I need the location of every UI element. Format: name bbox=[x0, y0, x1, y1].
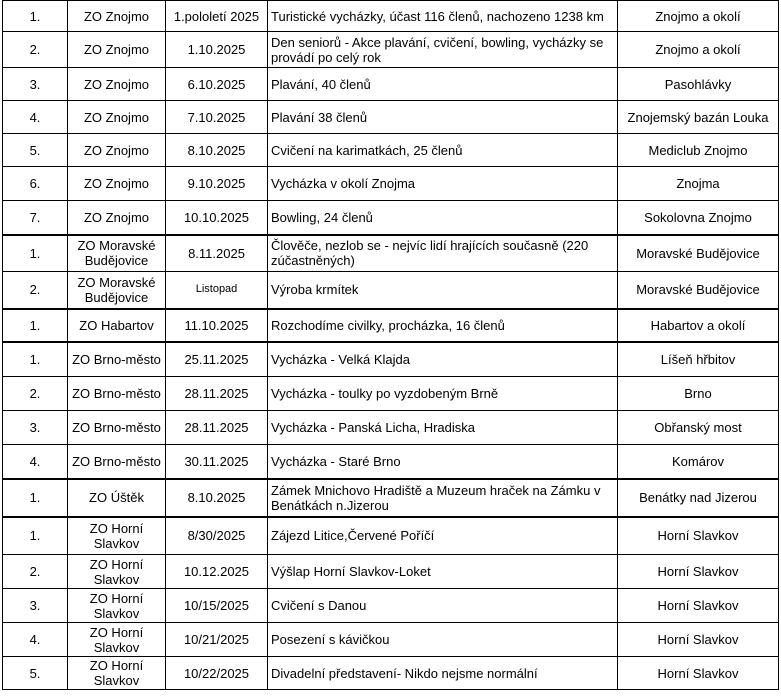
date-cell: 25.11.2025 bbox=[166, 342, 268, 377]
activity-cell: Den seniorů - Akce plavání, cvičení, bowling, vycházky se provádí po celý rok bbox=[268, 32, 618, 68]
activity-cell: Výroba krmítek bbox=[268, 272, 618, 309]
date-cell: 1.10.2025 bbox=[166, 32, 268, 68]
activity-cell: Rozchodíme civilky, procházka, 16 členů bbox=[268, 309, 618, 342]
organization-cell: ZO Brno-město bbox=[68, 342, 166, 377]
row-number-cell: 4. bbox=[3, 101, 68, 134]
table-row bbox=[3, 411, 779, 445]
date-cell: 28.11.2025 bbox=[166, 411, 268, 445]
date-cell: 8.10.2025 bbox=[166, 479, 268, 517]
organization-cell: ZO Znojmo bbox=[68, 101, 166, 134]
activity-cell: Plavání, 40 členů bbox=[268, 68, 618, 101]
row-number-cell: 1. bbox=[3, 479, 68, 517]
table-row bbox=[3, 1, 779, 32]
table-row bbox=[3, 445, 779, 479]
activity-cell: Vycházka - toulky po vyzdobeným Brně bbox=[268, 377, 618, 411]
date-cell: 10.10.2025 bbox=[166, 201, 268, 235]
place-cell: Znojmo a okolí bbox=[618, 1, 779, 32]
organization-cell: ZO Moravské Budějovice bbox=[68, 235, 166, 272]
row-number-cell: 4. bbox=[3, 445, 68, 479]
table-row bbox=[3, 589, 779, 623]
table-row bbox=[3, 377, 779, 411]
table-row bbox=[3, 342, 779, 377]
date-cell: 8.11.2025 bbox=[166, 235, 268, 272]
activity-cell: Plavání 38 členů bbox=[268, 101, 618, 134]
table-row bbox=[3, 657, 779, 690]
place-cell: Horní Slavkov bbox=[618, 589, 779, 623]
table-row bbox=[3, 623, 779, 657]
table-row bbox=[3, 555, 779, 589]
row-number-cell: 2. bbox=[3, 377, 68, 411]
place-cell: Brno bbox=[618, 377, 779, 411]
row-number-cell: 6. bbox=[3, 167, 68, 201]
date-cell: Listopad bbox=[166, 272, 268, 309]
table-row bbox=[3, 201, 779, 235]
date-cell: 28.11.2025 bbox=[166, 377, 268, 411]
place-cell: Znojma bbox=[618, 167, 779, 201]
activity-cell: Zájezd Litice,Červené Poříčí bbox=[268, 517, 618, 555]
date-cell: 10.12.2025 bbox=[166, 555, 268, 589]
place-cell: Líšeň hřbitov bbox=[618, 342, 779, 377]
organization-cell: ZO Brno-město bbox=[68, 377, 166, 411]
row-number-cell: 3. bbox=[3, 411, 68, 445]
table-row bbox=[3, 479, 779, 517]
table-row bbox=[3, 272, 779, 309]
activity-cell: Vycházka - Velká Klajda bbox=[268, 342, 618, 377]
activity-cell: Divadelní představení- Nikdo nejsme normální bbox=[268, 657, 618, 690]
row-number-cell: 2. bbox=[3, 272, 68, 309]
activity-cell: Cvičení s Danou bbox=[268, 589, 618, 623]
activity-cell: Člověče, nezlob se - nejvíc lidí hrajících současně (220 zúčastněných) bbox=[268, 235, 618, 272]
row-number-cell: 3. bbox=[3, 68, 68, 101]
row-number-cell: 5. bbox=[3, 657, 68, 690]
table-row bbox=[3, 235, 779, 272]
date-cell: 30.11.2025 bbox=[166, 445, 268, 479]
organization-cell: ZO Znojmo bbox=[68, 134, 166, 167]
table-row bbox=[3, 32, 779, 68]
place-cell: Horní Slavkov bbox=[618, 517, 779, 555]
table-row bbox=[3, 134, 779, 167]
organization-cell: ZO Znojmo bbox=[68, 167, 166, 201]
organization-cell: ZO Znojmo bbox=[68, 32, 166, 68]
place-cell: Mediclub Znojmo bbox=[618, 134, 779, 167]
date-cell: 10/22/2025 bbox=[166, 657, 268, 690]
date-cell: 8/30/2025 bbox=[166, 517, 268, 555]
organization-cell: ZO Horní Slavkov bbox=[68, 623, 166, 657]
activity-cell: Vycházka v okolí Znojma bbox=[268, 167, 618, 201]
table-row bbox=[3, 167, 779, 201]
activity-cell: Vycházka - Panská Licha, Hradiska bbox=[268, 411, 618, 445]
row-number-cell: 1. bbox=[3, 342, 68, 377]
place-cell: Pasohlávky bbox=[618, 68, 779, 101]
date-cell: 11.10.2025 bbox=[166, 309, 268, 342]
organization-cell: ZO Moravské Budějovice bbox=[68, 272, 166, 309]
organization-cell: ZO Znojmo bbox=[68, 68, 166, 101]
place-cell: Horní Slavkov bbox=[618, 623, 779, 657]
row-number-cell: 4. bbox=[3, 623, 68, 657]
row-number-cell: 1. bbox=[3, 309, 68, 342]
place-cell: Benátky nad Jizerou bbox=[618, 479, 779, 517]
organization-cell: ZO Horní Slavkov bbox=[68, 517, 166, 555]
table-row bbox=[3, 517, 779, 555]
events-table bbox=[2, 0, 779, 690]
activity-cell: Zámek Mnichovo Hradiště a Muzeum hraček na Zámku v Benátkách n.Jizerou bbox=[268, 479, 618, 517]
activity-cell: Posezení s kávičkou bbox=[268, 623, 618, 657]
date-cell: 7.10.2025 bbox=[166, 101, 268, 134]
row-number-cell: 3. bbox=[3, 589, 68, 623]
place-cell: Obřanský most bbox=[618, 411, 779, 445]
row-number-cell: 2. bbox=[3, 555, 68, 589]
row-number-cell: 1. bbox=[3, 517, 68, 555]
row-number-cell: 2. bbox=[3, 32, 68, 68]
activity-cell: Vycházka - Staré Brno bbox=[268, 445, 618, 479]
organization-cell: ZO Znojmo bbox=[68, 1, 166, 32]
organization-cell: ZO Brno-město bbox=[68, 445, 166, 479]
organization-cell: ZO Habartov bbox=[68, 309, 166, 342]
organization-cell: ZO Horní Slavkov bbox=[68, 657, 166, 690]
activity-cell: Turistické vycházky, účast 116 členů, nachozeno 1238 km bbox=[268, 1, 618, 32]
place-cell: Znojemský bazán Louka bbox=[618, 101, 779, 134]
organization-cell: ZO Horní Slavkov bbox=[68, 555, 166, 589]
table-row bbox=[3, 68, 779, 101]
activity-cell: Cvičení na karimatkách, 25 členů bbox=[268, 134, 618, 167]
date-cell: 10/15/2025 bbox=[166, 589, 268, 623]
place-cell: Moravské Budějovice bbox=[618, 272, 779, 309]
date-cell: 10/21/2025 bbox=[166, 623, 268, 657]
activity-cell: Bowling, 24 členů bbox=[268, 201, 618, 235]
place-cell: Komárov bbox=[618, 445, 779, 479]
date-cell: 6.10.2025 bbox=[166, 68, 268, 101]
row-number-cell: 1. bbox=[3, 235, 68, 272]
organization-cell: ZO Horní Slavkov bbox=[68, 589, 166, 623]
organization-cell: ZO Úštěk bbox=[68, 479, 166, 517]
activity-cell: Výšlap Horní Slavkov-Loket bbox=[268, 555, 618, 589]
events-table-body bbox=[3, 1, 779, 690]
table-row bbox=[3, 309, 779, 342]
date-cell: 8.10.2025 bbox=[166, 134, 268, 167]
place-cell: Moravské Budějovice bbox=[618, 235, 779, 272]
row-number-cell: 5. bbox=[3, 134, 68, 167]
place-cell: Habartov a okolí bbox=[618, 309, 779, 342]
row-number-cell: 1. bbox=[3, 1, 68, 32]
organization-cell: ZO Znojmo bbox=[68, 201, 166, 235]
organization-cell: ZO Brno-město bbox=[68, 411, 166, 445]
date-cell: 1.pololetí 2025 bbox=[166, 1, 268, 32]
place-cell: Horní Slavkov bbox=[618, 657, 779, 690]
row-number-cell: 7. bbox=[3, 201, 68, 235]
place-cell: Znojmo a okolí bbox=[618, 32, 779, 68]
place-cell: Sokolovna Znojmo bbox=[618, 201, 779, 235]
table-row bbox=[3, 101, 779, 134]
date-cell: 9.10.2025 bbox=[166, 167, 268, 201]
place-cell: Horní Slavkov bbox=[618, 555, 779, 589]
